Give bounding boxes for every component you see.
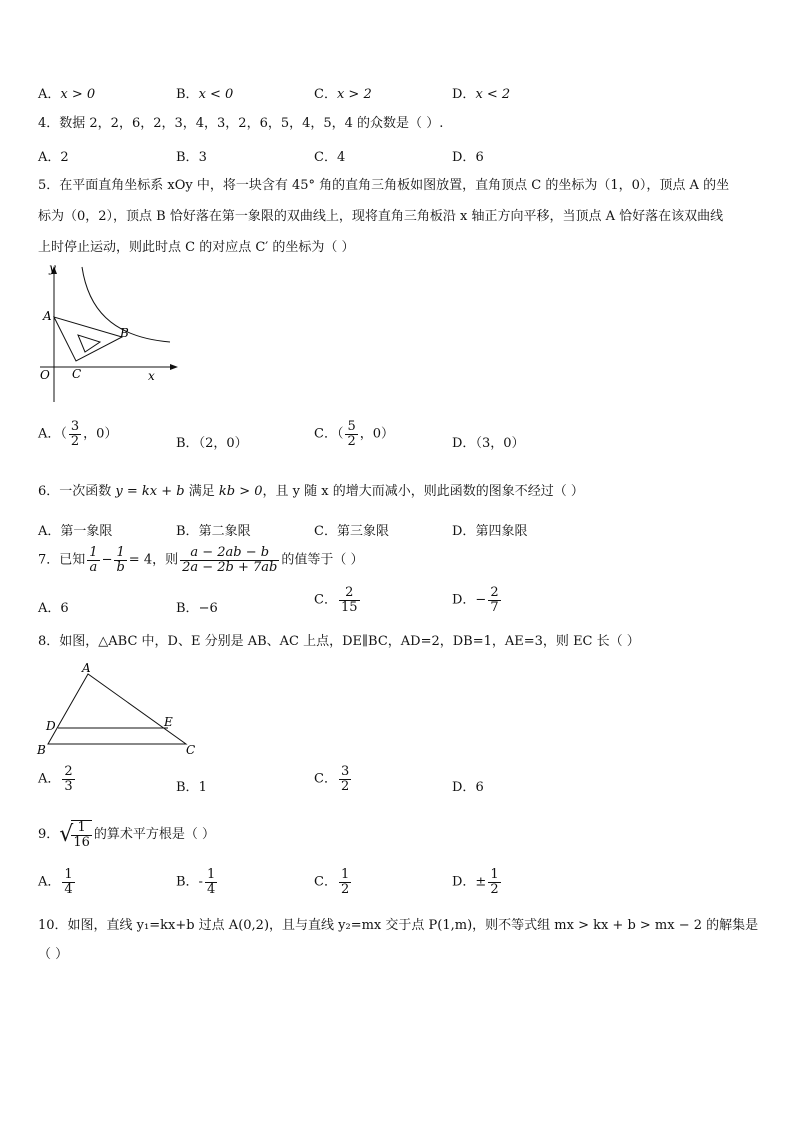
option-label: A． (38, 524, 61, 539)
radical-sign-icon: √ (59, 821, 74, 847)
label-b: B (37, 743, 46, 757)
label-y: y (49, 262, 56, 275)
stem-text: 6．一次函数 (38, 484, 116, 499)
q8-figure (34, 660, 204, 760)
q4-option-d (452, 146, 484, 165)
q6-option-b (176, 520, 251, 539)
option-label: B． (176, 150, 199, 165)
option-label: A． (38, 150, 61, 165)
option-text: 3 (198, 150, 207, 165)
option-tail: ，0） (359, 426, 395, 442)
label-e: E (164, 715, 173, 729)
fraction-1-over-b (114, 546, 126, 574)
fraction-denominator: 2 (70, 433, 80, 449)
q4-option-c (314, 146, 345, 165)
label-a: A (43, 309, 52, 323)
stem-text: ，且 y 随 x 的增大而减小，则此函数的图象不经过（ ） (262, 484, 584, 499)
q7-option-a (38, 597, 69, 616)
option-fraction (62, 765, 74, 793)
q5-option-c (314, 420, 394, 448)
q5-stem-line2: 标为（0，2），顶点 B 恰好落在第一象限的双曲线上，现将直角三角板沿 x 轴正方向平移，当顶点 A 恰好落在该双曲线 (38, 209, 724, 224)
q5-stem-line3: 上时停止运动，则此时点 C 的对应点 C′ 的坐标为（ ） (38, 240, 355, 255)
fraction-denominator: 2 (347, 433, 356, 449)
option-label: A． (38, 87, 61, 102)
option-fraction (488, 868, 500, 896)
q8-option-a (38, 765, 77, 793)
option-label: C．（ (314, 426, 344, 442)
q5-option-b (176, 432, 248, 451)
radical-sqrt (59, 820, 94, 849)
fraction-numerator: 2 (64, 764, 73, 779)
q6-option-a (38, 520, 112, 539)
q4-option-b (176, 146, 207, 165)
radical-fraction (71, 820, 92, 849)
option-label: B． (176, 436, 199, 451)
q7-stem (38, 546, 364, 574)
option-text: 第四象限 (475, 524, 528, 539)
label-b: B (120, 326, 129, 340)
label-o: O (40, 368, 50, 382)
option-label: C． (314, 874, 337, 890)
option-text: 6 (475, 150, 484, 165)
fraction-numerator: 5 (347, 419, 356, 434)
q7-option-d (452, 586, 503, 614)
fraction-1-over-a (87, 546, 99, 574)
q7-option-b (176, 597, 218, 616)
fraction-denominator: b (116, 559, 125, 575)
fraction-expression (180, 546, 279, 574)
q4-stem: 4．数据 2，2，6，2，3，4，3，2，6，5，4，5，4 的众数是（ ）. (38, 116, 444, 131)
x-axis-arrow (170, 364, 178, 370)
fraction-numerator: 2 (339, 586, 360, 601)
option-text: 6 (475, 780, 484, 795)
label-c: C (186, 743, 196, 757)
fraction-numerator: 1 (64, 867, 73, 882)
option-fraction (205, 868, 217, 896)
option-label: D． (452, 780, 476, 795)
option-label: B． (176, 87, 199, 102)
label-a: A (82, 661, 91, 675)
stem-text: 的值等于（ ） (281, 552, 364, 568)
q9-option-b (176, 868, 219, 896)
option-label: B． (176, 601, 199, 616)
fraction-numerator: 1 (71, 821, 92, 836)
fraction-numerator: 1 (490, 867, 499, 882)
option-label: D． (452, 436, 476, 451)
option-label: A． (38, 601, 61, 616)
fraction-denominator: 15 (340, 599, 358, 615)
q5-stem-line1: 5．在平面直角坐标系 xOy 中，将一块含有 45° 角的直角三角板如图放置，直角顶点 C 的坐标为（1，0），顶点 A 的坐 (38, 178, 730, 193)
fraction-numerator: 1 (114, 546, 126, 561)
fraction-denominator: 4 (64, 881, 73, 897)
fraction-numerator: 1 (340, 867, 350, 882)
fraction-numerator: 3 (340, 764, 350, 779)
fraction-numerator: a − 2ab − b (180, 546, 279, 561)
option-text: 第一象限 (60, 524, 113, 539)
label-c: C (72, 367, 82, 381)
stem-text: 7．已知 (38, 552, 86, 568)
fraction-numerator: 1 (206, 867, 216, 882)
option-math: x < 2 (475, 87, 511, 102)
stem-math: y = kx + b (115, 484, 185, 499)
option-label: C． (314, 524, 337, 539)
stem-math: kb > 0 (218, 484, 263, 499)
triangle-abc (54, 317, 122, 361)
option-label: B． (176, 780, 199, 795)
option-label: D． (452, 524, 476, 539)
q9-option-d (452, 868, 503, 896)
option-text: （3，0） (475, 436, 525, 451)
option-label: B． (176, 524, 199, 539)
option-label: C． (314, 771, 337, 787)
q5-option-a (38, 420, 117, 448)
q3-option-d (452, 83, 510, 102)
fraction-denominator: 7 (490, 599, 499, 615)
option-tail: ，0） (83, 426, 118, 442)
option-fraction (339, 868, 351, 896)
q6-stem (38, 478, 584, 505)
q6-option-c (314, 520, 389, 539)
option-fraction (345, 420, 357, 448)
fraction-numerator: 1 (89, 545, 98, 560)
fraction-denominator: 16 (73, 834, 90, 850)
q9-option-c (314, 868, 353, 896)
q8-option-d (452, 776, 484, 795)
q7-option-c (314, 586, 362, 614)
q8-stem: 8．如图，△ABC 中，D、E 分别是 AB、AC 上点，DE∥BC，AD=2，DB=1，AE=3，则 EC 长（ ） (38, 634, 640, 649)
option-fraction (62, 868, 74, 896)
fraction-denominator: 2 (340, 881, 350, 897)
option-math: x > 2 (336, 87, 372, 102)
option-text: 第二象限 (198, 524, 251, 539)
stem-text: = 4，则 (128, 552, 179, 568)
q3-option-a (38, 83, 95, 102)
option-text: 第三象限 (336, 524, 389, 539)
option-label: C． (314, 592, 337, 608)
stem-text: 9． (38, 827, 60, 843)
option-label: D． (452, 87, 476, 102)
q9-stem (38, 820, 215, 849)
fraction-denominator: 3 (64, 778, 73, 794)
fraction-denominator: 4 (206, 881, 216, 897)
q5-option-d (452, 432, 524, 451)
fraction-denominator: a (89, 559, 98, 575)
fraction-numerator: 2 (490, 585, 499, 600)
q8-option-b (176, 776, 207, 795)
fraction-denominator: 2 (490, 881, 499, 897)
label-d: D (46, 719, 56, 733)
q3-option-b (176, 83, 233, 102)
q9-option-a (38, 868, 77, 896)
q3-option-c (314, 83, 372, 102)
option-fraction (339, 586, 360, 614)
option-label: B．- (176, 874, 203, 890)
q8-option-c (314, 765, 353, 793)
q6-option-d (452, 520, 527, 539)
q10-stem-line2: （ ） (38, 947, 69, 962)
fraction-numerator: 3 (70, 419, 80, 434)
stem-text: 的算术平方根是（ ） (93, 827, 215, 843)
stem-text: 满足 (184, 484, 219, 499)
option-fraction (339, 765, 351, 793)
option-text: 1 (198, 780, 207, 795)
option-math: x > 0 (60, 87, 96, 102)
option-fraction (488, 586, 500, 614)
option-label: A． (38, 874, 61, 890)
fraction-denominator: 2 (340, 778, 350, 794)
q5-figure (30, 262, 180, 407)
option-text: （2，0） (198, 436, 248, 451)
option-text: 6 (60, 601, 69, 616)
fraction-denominator: 2a − 2b + 7ab (182, 559, 278, 575)
stem-math: − (101, 552, 113, 568)
label-x: x (148, 369, 155, 383)
option-label: D．± (452, 874, 487, 890)
inner-triangle (78, 335, 100, 352)
option-label: A．（ (38, 426, 67, 442)
option-text: −6 (198, 601, 218, 616)
option-math: x < 0 (198, 87, 234, 102)
option-label: A． (38, 771, 61, 787)
option-text: 4 (336, 150, 346, 165)
option-label: D． (452, 150, 476, 165)
option-label: C． (314, 150, 337, 165)
triangle-abc (48, 674, 186, 744)
q4-option-a (38, 146, 69, 165)
option-label: C． (314, 87, 337, 102)
option-text: 2 (60, 150, 69, 165)
q10-stem-line1: 10．如图，直线 y₁=kx+b 过点 A(0,2)，且与直线 y₂=mx 交于点 P(1,m)，则不等式组 mx > kx + b > mx − 2 的解集是 (38, 918, 759, 933)
option-label: D．− (452, 592, 487, 608)
option-fraction (69, 420, 81, 448)
